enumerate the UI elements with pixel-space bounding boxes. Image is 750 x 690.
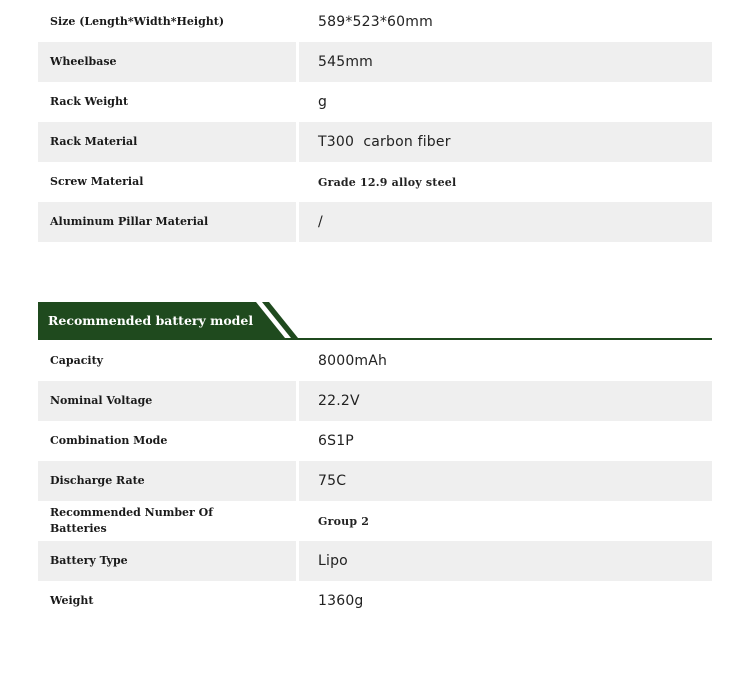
spec-value: 589*523*60mm — [318, 14, 433, 30]
spec-row-nominal-voltage — [38, 381, 712, 421]
spec-label: Battery Type — [38, 541, 296, 581]
spec-value: 545mm — [299, 42, 712, 82]
frame-spec-table — [38, 2, 712, 242]
spec-value: Grade 12.9 alloy steel — [318, 175, 457, 189]
spec-value: / — [299, 202, 712, 242]
spec-label: Aluminum Pillar Material — [38, 202, 296, 242]
spec-label: Combination Mode — [50, 434, 168, 447]
spec-value: 6S1P — [318, 433, 354, 449]
spec-row-aluminum-pillar — [38, 202, 712, 242]
spec-value: g — [318, 94, 328, 110]
section-header-rule — [38, 338, 712, 340]
spec-label: Nominal Voltage — [38, 381, 296, 421]
spec-label: Rack Weight — [50, 95, 129, 108]
spec-row-screw-material — [38, 162, 712, 202]
spec-row-rack-weight — [38, 82, 712, 122]
spec-label: Wheelbase — [38, 42, 296, 82]
spec-value: T300 carbon fiber — [299, 122, 712, 162]
spec-row-battery-type — [38, 541, 712, 581]
spec-value: 8000mAh — [318, 353, 388, 369]
spec-row-capacity — [38, 341, 712, 381]
spec-row-battery-count — [38, 501, 712, 541]
spec-label: Discharge Rate — [38, 461, 296, 501]
spec-row-discharge-rate — [38, 461, 712, 501]
spec-label: Rack Material — [38, 122, 296, 162]
spec-row-weight — [38, 581, 712, 621]
spec-row-rack-material — [38, 122, 712, 162]
spec-label: Size (Length*Width*Height) — [50, 15, 225, 28]
spec-value: Group 2 — [318, 514, 370, 528]
spec-label: Recommended Number Of Batteries — [50, 506, 213, 535]
spec-value: 75C — [299, 461, 712, 501]
spec-label: Capacity — [50, 354, 104, 367]
spec-row-combination-mode — [38, 421, 712, 461]
section-title: Recommended battery model — [48, 313, 254, 328]
spec-label: Weight — [50, 594, 94, 607]
spec-value: 22.2V — [299, 381, 712, 421]
spec-label: Screw Material — [50, 175, 144, 188]
spec-row-size — [38, 2, 712, 42]
battery-spec-table — [38, 341, 712, 621]
spec-value: Lipo — [299, 541, 712, 581]
battery-section-header — [38, 302, 712, 340]
spec-value: 1360g — [318, 593, 364, 609]
spec-row-wheelbase — [38, 42, 712, 82]
